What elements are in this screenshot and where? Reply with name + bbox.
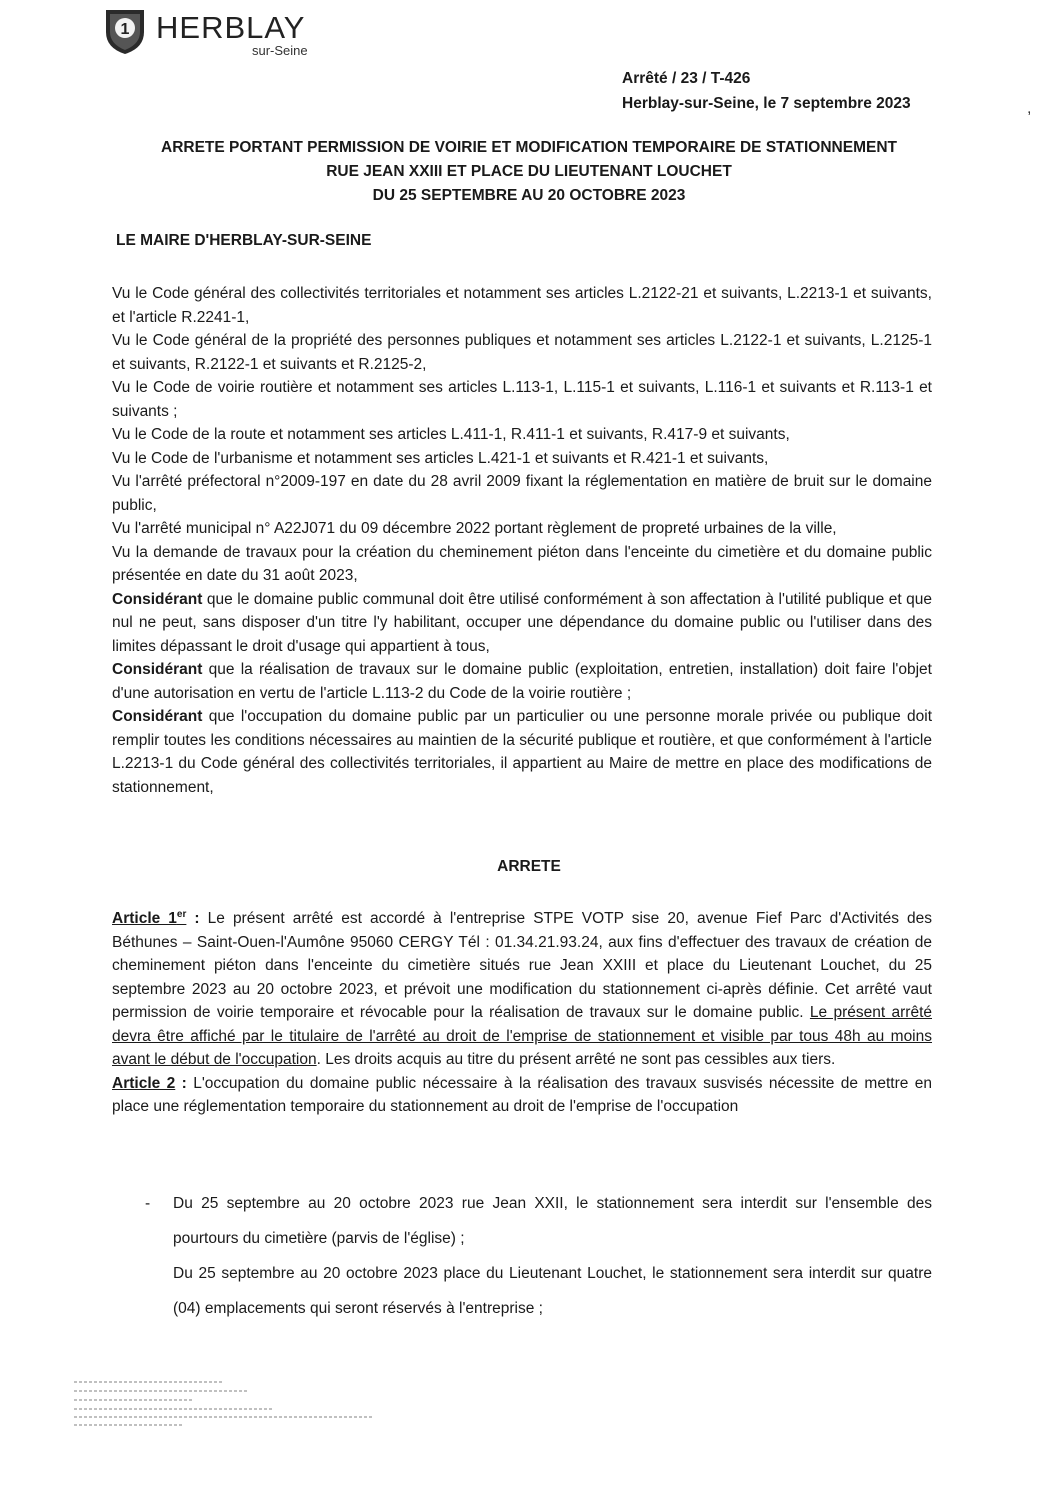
article-1-colon: : (186, 910, 200, 928)
maire-heading: LE MAIRE D'HERBLAY-SUR-SEINE (116, 232, 372, 249)
visa-line: Vu la demande de travaux pour la création du cheminement piéton dans l'enceinte du cimetière et du domaine public présentée en date du 31 août 2023, (112, 543, 932, 584)
article-1-text: Le présent arrêté est accordé à l'entreprise STPE VOTP sise 20, avenue Fief Parc d'Activités des Béthunes – Saint-Ouen-l'Aumône 95060 CERGY Tél : 01.34.21.93.24, aux fins d'effectuer des travaux de création de cheminement piéton dans l'enceinte du cimetière situés rue Jean XXIII et place du Lieutenant Louchet, du 25 septembre 2023 au 20 octobre 2023, et prévoit une modification du stationnement ci-après définie. Cet arrêté vaut permission de voirie temporaire et révocable pour la réalisation de travaux sur le domaine public. (112, 910, 932, 1022)
article-1 (112, 903, 932, 1072)
title-line-1: ARRETE PORTANT PERMISSION DE VOIRIE ET MODIFICATION TEMPORAIRE DE STATIONNEMENT (161, 139, 897, 156)
visa-line: Vu le Code général de la propriété des personnes publiques et notamment ses articles L.2122-1 et suivants, L.2125-1 et suivants, R.2122-1 et suivants et R.2125-2, (112, 332, 932, 373)
herblay-logo (100, 6, 340, 58)
list-item (145, 1256, 932, 1326)
visa-line: Vu le Code de voirie routière et notamment ses articles L.113-1, L.115-1 et suivants, L.116-1 et suivants et R.113-1 et suivants ; (112, 379, 932, 420)
arrete-heading: ARRETE (497, 858, 561, 875)
list-item-text: Du 25 septembre au 20 octobre 2023 rue Jean XXII, le stationnement sera interdit sur l'ensemble des pourtours du cimetière (parvis de l'église) ; (173, 1195, 932, 1247)
list-item-text: Du 25 septembre au 20 octobre 2023 place du Lieutenant Louchet, le stationnement sera interdit sur quatre (04) emplacements qui seront réservés à l'entreprise ; (173, 1265, 932, 1317)
considerant-keyword: Considérant (112, 590, 203, 608)
considerant-text: que le domaine public communal doit être utilisé conformément à son affectation à l'utilité publique et que nul ne peut, sans disposer d'un titre l'y habilitant, occuper une dépendance du domaine public ou l'utiliser dans des limites dépassant le droit d'usage qui appartient à tous, (112, 590, 932, 655)
reference-block (622, 66, 911, 116)
visa-line: Vu l'arrêté municipal n° A22J071 du 09 décembre 2022 portant règlement de propreté urbaines de la ville, (112, 520, 837, 537)
logo-name: HERBLAY (156, 10, 306, 45)
considerant-paragraph (112, 705, 932, 799)
parking-restrictions-list (145, 1186, 932, 1326)
list-item (145, 1186, 932, 1256)
place-date: Herblay-sur-Seine, le 7 septembre 2023 (622, 95, 911, 112)
footer-address-stamp (72, 1378, 382, 1430)
document-title (0, 136, 1058, 208)
article-2 (112, 1072, 932, 1119)
visa-line: Vu le Code de l'urbanisme et notamment ses articles L.421-1 et suivants et R.421-1 et suivants, (112, 449, 769, 467)
preamble (112, 282, 932, 799)
logo-subtitle: sur-Seine (252, 43, 308, 58)
title-line-2: RUE JEAN XXIII ET PLACE DU LIEUTENANT LOUCHET (326, 163, 732, 180)
visa-line: Vu le Code général des collectivités territoriales et notamment ses articles L.2122-21 et suivants, L.2213-1 et suivants, et l'article R.2241-1, (112, 285, 932, 326)
considerant-keyword: Considérant (112, 708, 203, 725)
title-line-3: DU 25 SEPTEMBRE AU 20 OCTOBRE 2023 (372, 187, 686, 204)
articles (112, 903, 932, 1119)
considerant-text: que la réalisation de travaux sur le domaine public (exploitation, entretien, installation) doit faire l'objet d'une autorisation en vertu de l'article L.113-2 du Code de la voirie routière ; (112, 661, 932, 702)
article-1-text-end: . Les droits acquis au titre du présent arrêté ne sont pas cessibles aux tiers. (316, 1051, 836, 1069)
visa-line: Vu le Code de la route et notamment ses articles L.411-1, R.411-1 et suivants, R.417-9 et suivants, (112, 426, 790, 443)
crest-numeral: 1 (120, 21, 130, 38)
list-dash: - (145, 1195, 151, 1212)
article-1-notice: Le présent arrêté devra être affiché par le titulaire de l'arrêté au droit de l'emprise de stationnement et visible par tous 48h au moins avant le début de l'occupation (112, 1004, 932, 1069)
stray-mark: , (1027, 100, 1032, 117)
visa-line: Vu l'arrêté préfectoral n°2009-197 en date du 28 avril 2009 fixant la réglementation en matière de bruit sur le domaine public, (112, 473, 932, 514)
crest-icon (100, 6, 150, 56)
considerant-keyword: Considérant (112, 661, 203, 678)
considerant-text: que l'occupation du domaine public par un particulier ou une personne morale privée ou publique doit remplir toutes les conditions nécessaires au maintien de la sécurité publique et routière, et que conformément à l'article L.2213-1 du Code général des collectivités territoriales, il appartient au Maire de mettre en place des modifications de stationnement, (112, 708, 932, 796)
considerant-paragraph (112, 658, 932, 705)
article-1-label: Article 1er (112, 909, 187, 928)
article-2-colon: : (175, 1074, 187, 1092)
arrete-reference: Arrêté / 23 / T-426 (622, 70, 751, 87)
considerant-paragraph (112, 588, 932, 659)
article-2-text: L'occupation du domaine public nécessaire à la réalisation des travaux susvisés nécessite de mettre en place une réglementation temporaire du stationnement au droit de l'emprise de l'occupation (112, 1074, 933, 1116)
article-2-label: Article 2 (112, 1074, 176, 1092)
